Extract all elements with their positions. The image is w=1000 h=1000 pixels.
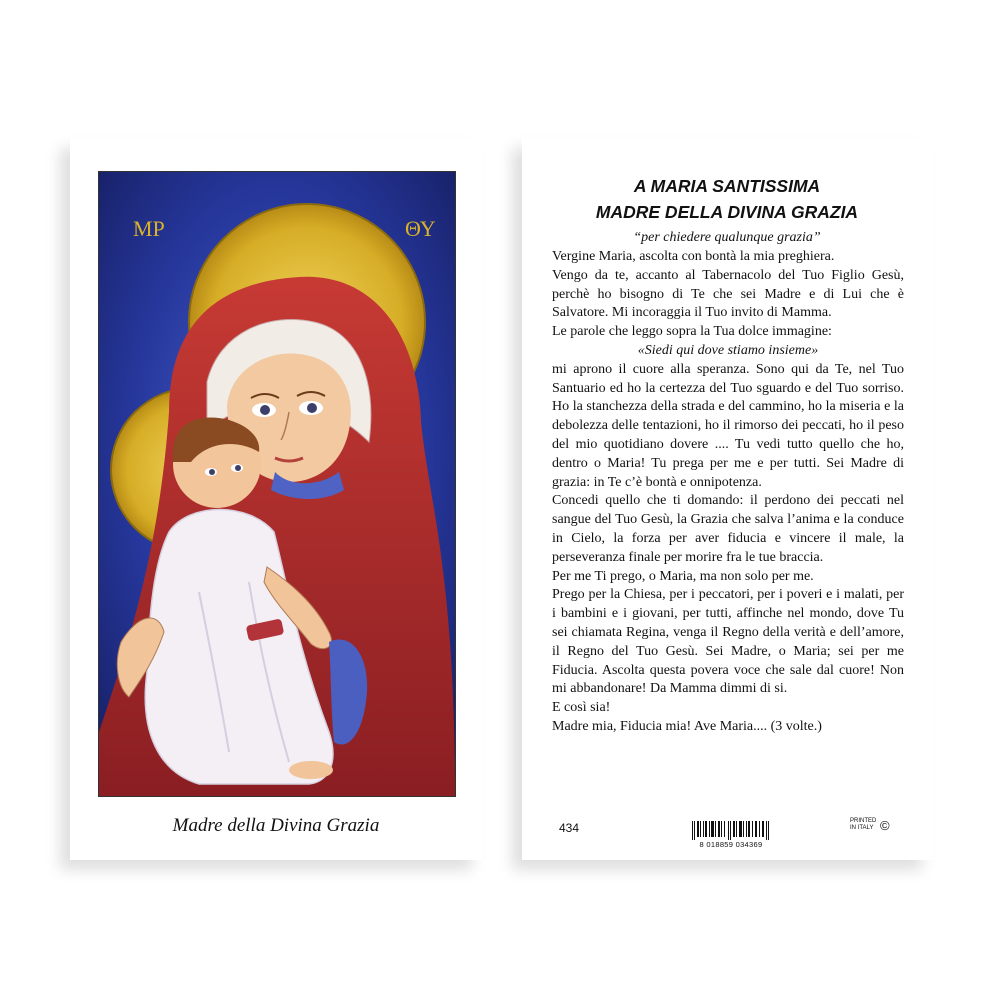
front-card [70,138,482,860]
prayer-paragraph: mi aprono il cuore alla speranza. Sono qui da Te, nel Tuo Santuario ed ho la certezza del Tuo sguardo e del Tuo sorriso. Ho la stanchezza della strada e del cammino, ho la miseria e la debolezza delle tentazioni, ho il rimorso dei peccati, ho il peso del mio quotidiano dovere .... Tu vedi tutto quello che ho, dentro o Maria! Tu prega per me e per tutti. Sei Madre di grazia: in Te c’è bontà e onnipotenza. [552,361,904,490]
prayer-paragraph: Prego per la Chiesa, per i peccatori, per i poveri e i malati, per i bambini e i giovani, per tutti, affinche nel mondo, dove Tu sei chiamata Regina, venga il Regno della verità e dell’amore, il Regno del Tuo Gesù. Sei Madre, o Maria; sei per me Fiducia. Ascolta questa povera voce che sale dal cuore! Non mi abbandonare! Da Mamma dimmi di si. [552,587,904,697]
barcode-number: 8 018859 034369 [699,840,763,849]
printed-line-1: PRINTED [850,818,877,824]
prayer-paragraph: E così sia! [552,700,611,716]
monogram-mp: MP [133,216,165,241]
prayer-body [552,248,904,737]
copyright-icon: © [880,818,890,833]
prayer-title-line-1: A MARIA SANTISSIMA [633,176,821,196]
product-code: 434 [559,821,580,835]
barcode [692,821,770,840]
prayer-title-line-2: MADRE DELLA DIVINA GRAZIA [595,202,859,222]
prayer-paragraph: Madre mia, Fiducia mia! Ave Maria.... (3 volte.) [552,718,822,734]
prayer-paragraph: Concedi quello che ti domando: il perdono dei peccati nel sangue del Tuo Gesù, la Grazia che salva l’anima e la conduce in Cielo, la forza per aver fiducia e vincere il male, la perseveranza finale per morire fra le tue braccia. [552,493,904,565]
back-card [522,138,932,860]
prayer-paragraph: Vergine Maria, ascolta con bontà la mia preghiera. [552,249,835,264]
card-caption: Madre della Divina Grazia [172,815,380,836]
prayer-paragraph: Vengo da te, accanto al Tabernacolo del Tuo Figlio Gesù, perchè ho bisogno di Te che sei Madre e di Lui che è Salvatore. Mi incoraggia il Tuo invito di Mamma. [552,267,904,321]
monogram-theou: ΘΥ [405,216,436,241]
prayer-paragraph: Le parole che leggo sopra la Tua dolce immagine: [552,324,832,340]
printed-line-2: IN ITALY [850,825,874,831]
prayer-quote: «Siedi qui dove stiamo insieme» [637,342,819,358]
madonna-icon-image [98,171,456,797]
prayer-subtitle: “per chiedere qualunque grazia” [633,230,821,245]
prayer-paragraph: Per me Ti prego, o Maria, ma non solo per me. [552,568,814,584]
printed-in-italy [850,818,876,832]
